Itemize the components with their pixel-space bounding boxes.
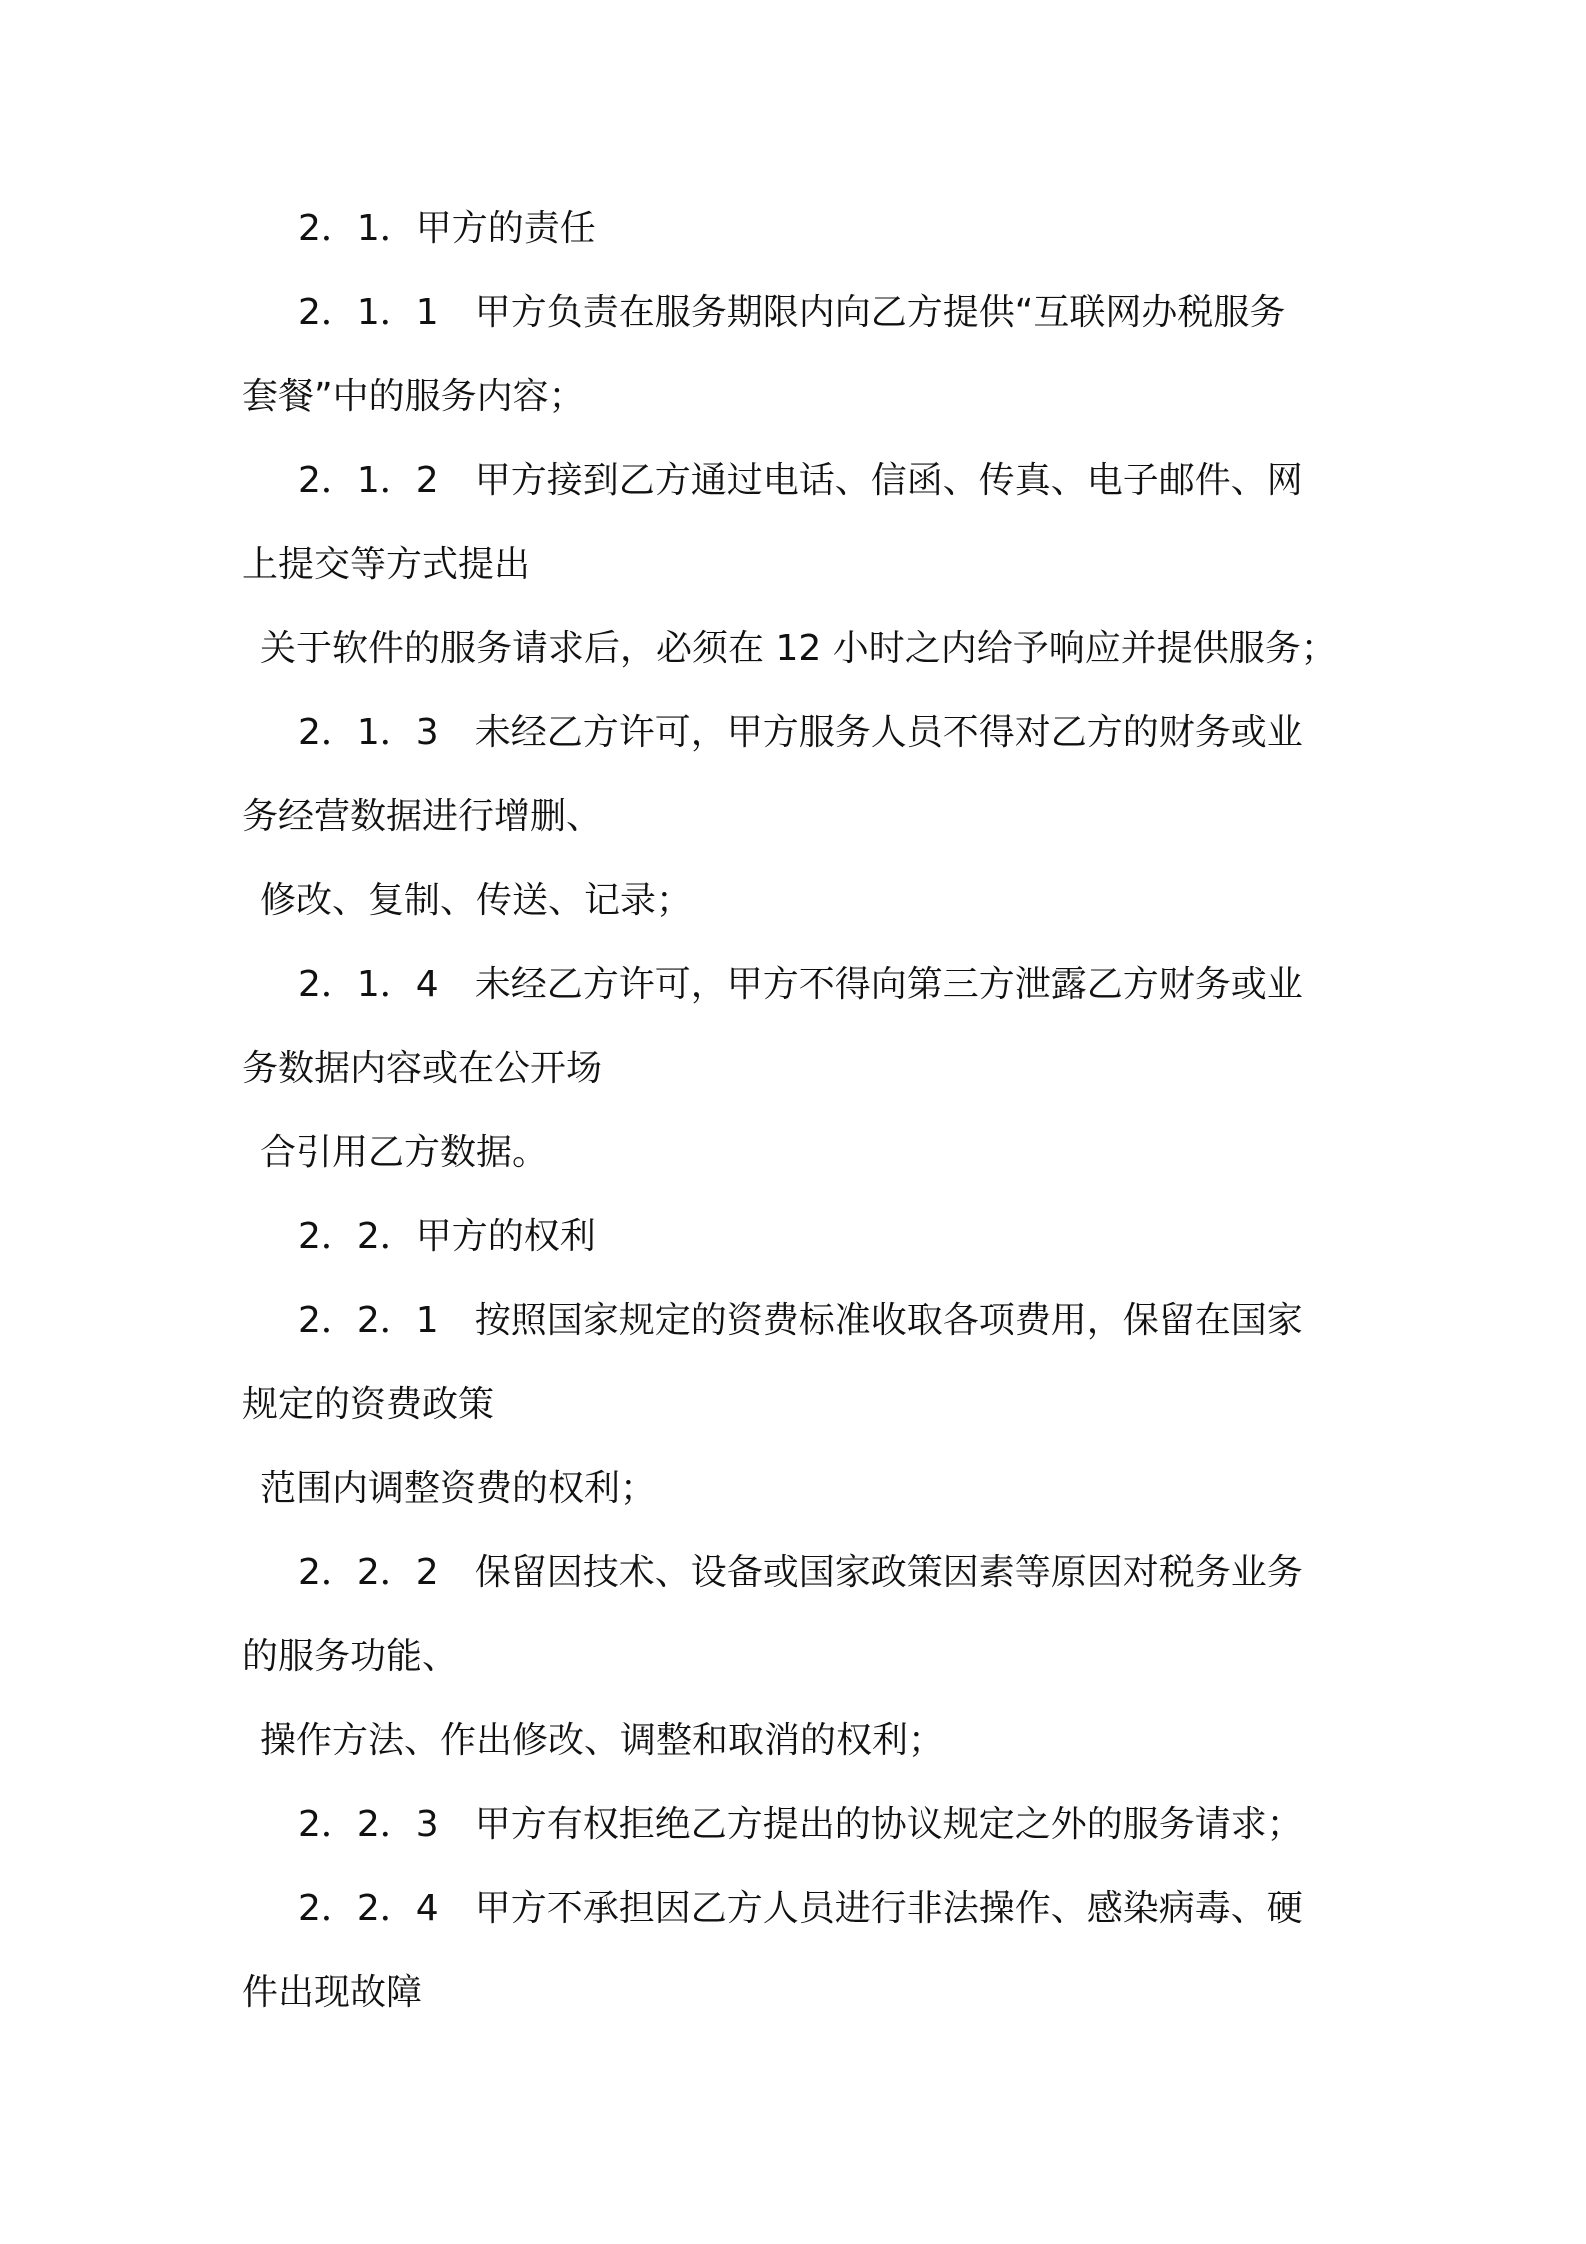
clause-line: 件出现故障 — [242, 1972, 423, 2013]
clause-line: 2．1．2 甲方接到乙方通过电话、信函、传真、电子邮件、网 — [298, 460, 1303, 501]
clause-line: 2．2．1 按照国家规定的资费标准收取各项费用，保留在国家 — [298, 1300, 1303, 1341]
clause-line: 的服务功能、 — [242, 1636, 459, 1677]
clause-line: 2．2．2 保留因技术、设备或国家政策因素等原因对税务业务 — [298, 1552, 1303, 1593]
clause-line: 规定的资费政策 — [242, 1384, 495, 1425]
clause-line: 关于软件的服务请求后，必须在 12 小时之内给予响应并提供服务； — [260, 628, 1337, 669]
clause-line: 2．1．4 未经乙方许可，甲方不得向第三方泄露乙方财务或业 — [298, 964, 1303, 1005]
clause-line: 上提交等方式提出 — [242, 544, 531, 585]
clause-line: 务数据内容或在公开场 — [242, 1048, 603, 1089]
clause-line: 2．2．4 甲方不承担因乙方人员进行非法操作、感染病毒、硬 — [298, 1888, 1303, 1929]
clause-line: 2．1．1 甲方负责在服务期限内向乙方提供“互联网办税服务 — [298, 292, 1286, 333]
section-heading: 2．1．甲方的责任 — [298, 208, 596, 249]
section-heading: 2．2．甲方的权利 — [298, 1216, 596, 1257]
clause-line: 务经营数据进行增删、 — [242, 796, 603, 837]
clause-line: 套餐”中的服务内容； — [242, 376, 585, 417]
clause-line: 合引用乙方数据。 — [260, 1132, 549, 1173]
clause-line: 范围内调整资费的权利； — [260, 1468, 657, 1509]
clause-line: 2．2．3 甲方有权拒绝乙方提出的协议规定之外的服务请求； — [298, 1804, 1303, 1845]
clause-line: 修改、复制、传送、记录； — [260, 880, 693, 921]
clause-line: 操作方法、作出修改、调整和取消的权利； — [260, 1720, 945, 1761]
clause-line: 2．1．3 未经乙方许可，甲方服务人员不得对乙方的财务或业 — [298, 712, 1303, 753]
